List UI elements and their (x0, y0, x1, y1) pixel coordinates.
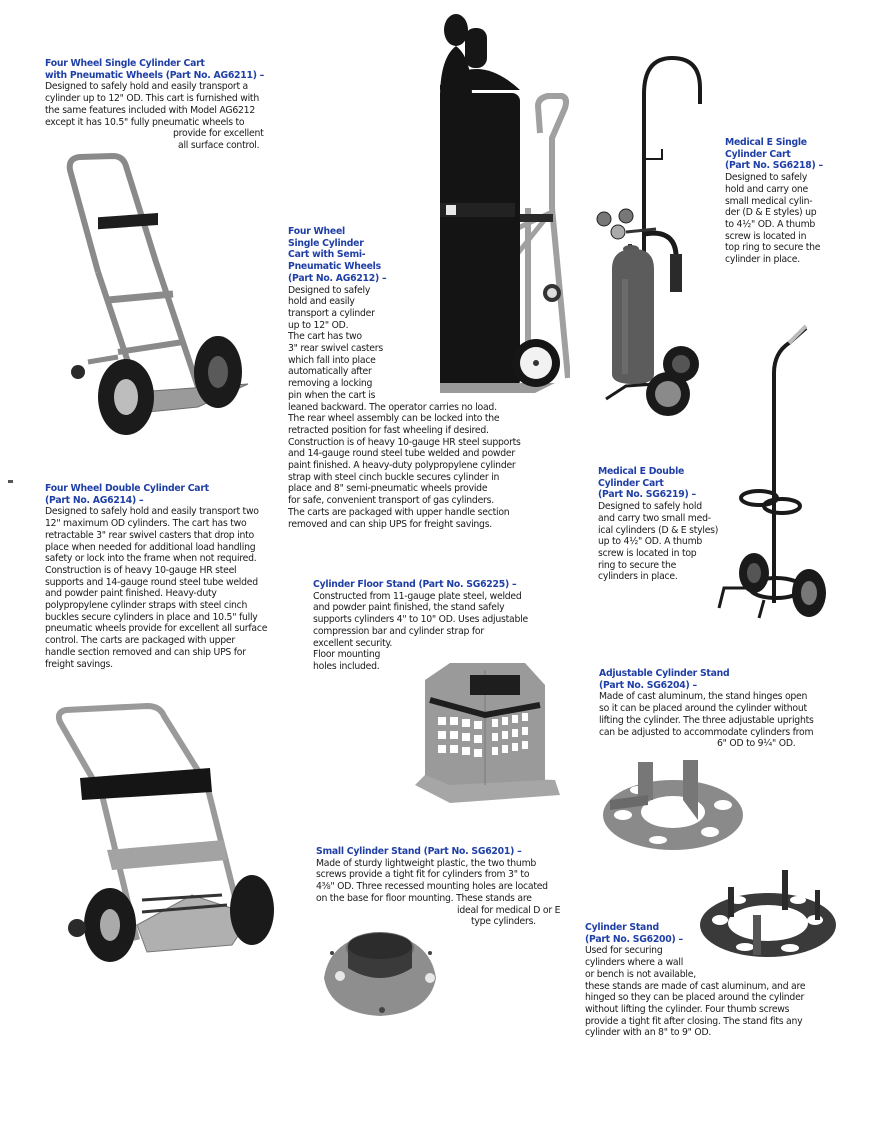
product-title: Medical E Single Cylinder Cart (Part No. SG6218) – (725, 137, 823, 172)
product-title: Four Wheel Single Cylinder Cart with Pneumatic Wheels (Part No. AG6211) – (45, 58, 265, 81)
product-description: Constructed from 11-gauge plate steel, welded and powder paint finished, the stand safely supports cylinders 4" to 10" OD. Uses adjustable compression bar and cylinder strap for excellent security. Floor mounting holes included. (313, 590, 528, 672)
product-title: Adjustable Cylinder Stand (Part No. SG6204) – (599, 668, 730, 691)
product-sg6218 (725, 137, 865, 266)
product-sg6200 (585, 922, 845, 1039)
product-sg6204 (599, 668, 839, 750)
cylinder-floor-stand-image (410, 655, 560, 805)
product-description: Designed to safely hold and easily transport a cylinder up to 12" OD. This cart is furnished with the same features included with Model AG6212 except it has 10.5" fully pneumatic wheels to provide for excellent all surface control. (45, 81, 264, 151)
small-cylinder-stand-image (320, 918, 440, 1018)
product-title: Cylinder Floor Stand (Part No. SG6225) – (313, 579, 517, 590)
product-description: Designed to safely hold and easily transport two 12" maximum OD cylinders. The cart has two retractable 3" rear swivel casters that drop into place when needed for additional load handling safety or lock into the frame when not required. Construction is of heavy 10-gauge HR steel supports and 14-gauge round steel tube welded and powder paint finished. Heavy-duty polypropylene cylinder straps with steel cinch buckles secure cylinders in place and 10.5" fully pneumatic wheels provide for excellent all surface control. The carts are packaged with upper handle section removed and can ship UPS for freight savings. (45, 506, 268, 670)
product-description: Made of sturdy lightweight plastic, the two thumb screws provide a tight fit for cylinders from 3" to 4⅜" OD. Three recessed mounting holes are located on the base for floor mounting. These stands are ideal for medical D or E type cylinders. (316, 857, 561, 928)
product-description: Designed to safely hold and easily transport a cylinder up to 12" OD. The cart has two 3" rear swivel casters which fall into place automatically after removing a locking pin when the cart is leaned backward. The operator carries no load. The rear wheel assembly can be locked into the retracted position for fast wheeling if desired. Construction is of heavy 10-gauge HR steel supports and 14-gauge round steel tube welded and powder paint finished. A heavy-duty polypropylene cylinder strap with steel cinch buckle secures cylinder in place and 8" semi-pneumatic wheels provide for safe, convenient transport of gas cylinders. The carts are packaged with upper handle section removed and can ship UPS for freight savings. (288, 284, 521, 530)
four-wheel-double-cylinder-cart-image (52, 700, 277, 962)
product-description: Designed to safely hold and carry one small medical cylin- der (D & E styles) up to 4½" OD. A thumb screw is located in top ring to secure the cylinder in place. (725, 172, 821, 266)
product-ag6211 (45, 58, 300, 152)
product-title: Four Wheel Single Cylinder Cart with Semi- Pneumatic Wheels (Part No. AG6212) – (288, 226, 387, 284)
product-title: Small Cylinder Stand (Part No. SG6201) – (316, 846, 522, 857)
product-title: Medical E Double Cylinder Cart (Part No. SG6219) – (598, 466, 696, 501)
product-sg6201 (316, 846, 561, 928)
medical-e-single-cylinder-cart-image (596, 54, 720, 426)
product-description: Made of cast aluminum, the stand hinges open so it can be placed around the cylinder without lifting the cylinder. The three adjustable uprights can be adjusted to accommodate cylinders from 6" OD to 9¼" OD. (599, 691, 814, 750)
four-wheel-single-cylinder-cart-image (58, 152, 253, 437)
product-ag6212 (288, 226, 558, 530)
margin-mark (8, 480, 13, 483)
product-title: Cylinder Stand (Part No. SG6200) – (585, 922, 683, 945)
product-ag6214 (45, 483, 300, 670)
product-title: Four Wheel Double Cylinder Cart (Part No. AG6214) – (45, 483, 209, 506)
adjustable-cylinder-stand-image (598, 760, 748, 855)
product-sg6219 (598, 466, 733, 583)
product-description: Used for securing cylinders where a wall or bench is not available, these stands are made of cast aluminum, and are hinged so they can be placed around the cylinder without lifting the cylinder. Four thumb screws provide a tight fit after closing. The stand fits any cylinder with an 8" to 9" OD. (585, 945, 806, 1039)
product-description: Designed to safely hold and carry two small med- ical cylinders (D & E styles) up to 4½" OD. A thumb screw is located in top ring to secure the cylinders in place. (598, 501, 719, 583)
